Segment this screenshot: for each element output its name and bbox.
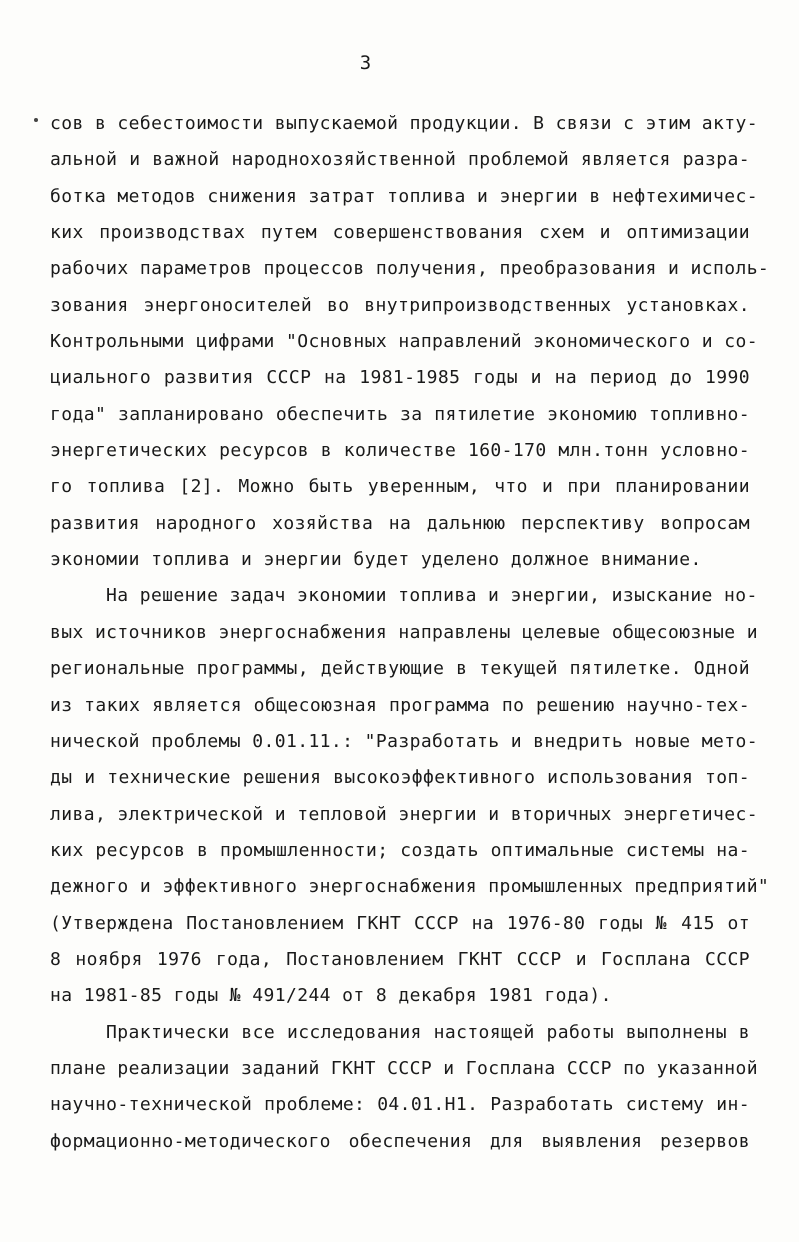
text-line: го топлива [2]. Можно быть уверенным, что и при планировании [50, 476, 750, 498]
stray-ink-mark [34, 118, 38, 122]
text-line: из таких является общесоюзная программа по решению научно-тех- [50, 694, 750, 716]
text-line: научно-технической проблеме: 04.01.Н1. Разработать систему ин- [50, 1094, 750, 1116]
text-line: (Утверждена Постановлением ГКНТ СССР на 1976-80 годы № 415 от [50, 912, 750, 934]
text-line: рабочих параметров процессов получения, преобразования и исполь- [50, 258, 770, 280]
text-line: формационно-методического обеспечения для выявления резервов [50, 1130, 750, 1152]
text-line: экономии топлива и энергии будет уделено должное внимание. [50, 549, 702, 571]
page-number: 3 [359, 52, 372, 74]
text-line: сов в себестоимости выпускаемой продукции. В связи с этим акту- [50, 113, 758, 134]
text-line: региональные программы, действующие в текущей пятилетке. Одной [50, 658, 750, 680]
text-line: вых источников энергоснабжения направлены целевые общесоюзные и [50, 621, 758, 643]
text-line: ких ресурсов в промышленности; создать оптимальные системы на- [50, 839, 750, 861]
text-line: зования энергоносителей во внутрипроизводственных установках. [50, 294, 750, 316]
text-line: Практически все исследования настоящей работы выполнены в [106, 1021, 750, 1043]
text-line: года" запланировано обеспечить за пятилетие экономию топливно- [50, 403, 750, 425]
text-line: 8 ноября 1976 года, Постановлением ГКНТ СССР и Госплана СССР [50, 948, 750, 970]
text-line: ботка методов снижения затрат топлива и энергии в нефтехимичес- [50, 185, 758, 207]
text-line: плане реализации заданий ГКНТ СССР и Госплана СССР по указанной [50, 1057, 758, 1079]
body-text [50, 106, 770, 1160]
text-line: альной и важной народнохозяйственной проблемой является разра- [50, 149, 750, 171]
text-line: Контрольными цифрами "Основных направлений экономического и со- [50, 331, 758, 353]
text-line: ды и технические решения высокоэффективного использования топ- [50, 767, 750, 789]
text-line: дежного и эффективного энергоснабжения промышленных предприятий" [50, 876, 770, 898]
text-line: на 1981-85 годы № 491/244 от 8 декабря 1981 года). [50, 985, 612, 1007]
text-line: циального развития СССР на 1981-1985 годы и на период до 1990 [50, 367, 750, 389]
text-line: развития народного хозяйства на дальнюю перспективу вопросам [50, 512, 750, 534]
text-line: лива, электрической и тепловой энергии и вторичных энергетичес- [50, 803, 758, 825]
text-line: нической проблемы 0.01.11.: "Разработать и внедрить новые мето- [50, 730, 758, 752]
text-line: энергетических ресурсов в количестве 160-170 млн.тонн условно- [50, 440, 750, 462]
text-line: На решение задач экономии топлива и энергии, изыскание но- [106, 585, 758, 607]
text-line: ких производствах путем совершенствования схем и оптимизации [50, 222, 750, 244]
